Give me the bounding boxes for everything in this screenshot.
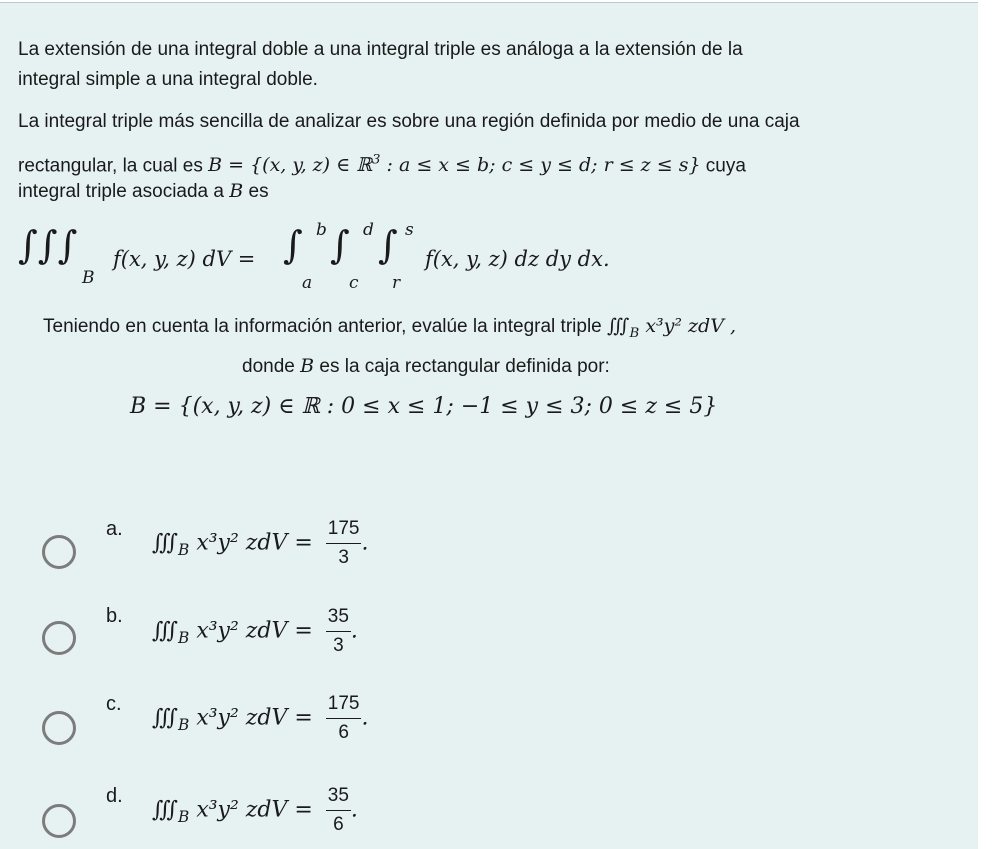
integral-sign-x: ∫ xyxy=(283,223,303,267)
fraction-numerator: 175 xyxy=(326,692,362,719)
box-definition-bounds: : a ≤ x ≤ b; c ≤ y ≤ d; r ≤ z ≤ s} xyxy=(380,154,701,177)
option-region: B xyxy=(178,540,190,559)
option-integral-sign: ∭ xyxy=(152,618,179,644)
option-integral-sign: ∭ xyxy=(152,705,179,731)
upper-limit-d: d xyxy=(363,220,374,240)
option-period: . xyxy=(350,618,358,644)
intro-line-2: integral simple a una integral doble. xyxy=(18,69,318,90)
triple-integral-signs: ∫∫∫ xyxy=(18,223,78,267)
formula-rhs: f(x, y, z) dz dy dx. xyxy=(425,247,610,271)
option-fraction xyxy=(326,784,351,837)
intro-line-1: La extensión de una integral doble a una integral triple es análoga a la extensión de la xyxy=(18,39,743,60)
question-line-2-text: donde xyxy=(242,356,301,377)
fraction-denominator: 6 xyxy=(333,814,344,835)
question-line-2-tail: es la caja rectangular definida por: xyxy=(314,356,610,377)
lower-limit-a: a xyxy=(302,273,313,293)
option-region: B xyxy=(178,807,190,826)
box-definition-set: B = {(x, y, z) ∈ ℝ xyxy=(208,154,373,177)
intro-line-5 xyxy=(18,180,269,203)
radio-option-c[interactable] xyxy=(42,711,76,745)
intro-line-4-text: rectangular, la cual es xyxy=(18,155,209,177)
intro-line-4 xyxy=(18,150,746,177)
option-integral-sign: ∭ xyxy=(152,530,179,556)
page-edge xyxy=(978,0,1001,848)
option-expression xyxy=(152,605,358,658)
option-period: . xyxy=(350,797,358,823)
formula-lhs: f(x, y, z) dV = xyxy=(113,247,256,271)
option-fraction xyxy=(326,605,351,658)
option-region: B xyxy=(178,628,190,647)
option-integrand: x³y² zdV = xyxy=(189,530,320,556)
question-line-2 xyxy=(242,355,610,378)
question-line-2-math: B xyxy=(300,355,315,377)
option-region: B xyxy=(178,715,190,734)
fraction-numerator: 35 xyxy=(326,784,351,811)
option-letter: d. xyxy=(106,785,123,807)
option-letter: c. xyxy=(106,693,122,715)
fraction-denominator: 3 xyxy=(333,635,344,656)
lower-limit-c: c xyxy=(349,273,359,293)
integral-sign-y: ∫ xyxy=(330,223,350,267)
lower-limit-r: r xyxy=(392,273,401,293)
option-period: . xyxy=(361,705,369,731)
question-integral-sign: ∭ xyxy=(607,315,630,337)
intro-line-4-tail: cuya xyxy=(700,155,746,177)
box-definition xyxy=(208,154,700,176)
intro-line-5-math: B xyxy=(229,180,244,202)
option-letter: a. xyxy=(106,518,123,540)
option-expression xyxy=(152,517,368,570)
upper-limit-s: s xyxy=(405,220,414,240)
question-line-1 xyxy=(43,315,736,345)
fraction-numerator: 35 xyxy=(326,605,351,632)
integral-sign-z: ∫ xyxy=(378,223,398,267)
option-integrand: x³y² zdV = xyxy=(189,705,320,731)
intro-line-5-text: integral triple asociada a xyxy=(18,181,230,202)
option-letter: b. xyxy=(106,605,123,627)
question-integral-region: B xyxy=(629,325,640,341)
option-expression xyxy=(152,692,368,745)
fraction-denominator: 6 xyxy=(338,722,349,743)
option-integrand: x³y² zdV = xyxy=(189,618,320,644)
intro-line-5-tail: es xyxy=(243,181,269,202)
intro-line-3: La integral triple más sencilla de analizar es sobre una región definida por medio de una caja xyxy=(18,111,800,132)
fraction-numerator: 175 xyxy=(326,517,362,544)
radio-option-a[interactable] xyxy=(42,535,76,569)
radio-option-b[interactable] xyxy=(42,621,76,655)
option-fraction xyxy=(326,517,362,570)
option-period: . xyxy=(361,530,369,556)
option-fraction xyxy=(326,692,362,745)
upper-limit-b: b xyxy=(316,220,327,240)
fraction-denominator: 3 xyxy=(338,547,349,568)
option-expression xyxy=(152,784,358,837)
question-text: Teniendo en cuenta la información anterior, evalúe la integral triple xyxy=(43,316,608,337)
question-integrand: x³y² zdV , xyxy=(639,315,737,337)
option-integral-sign: ∭ xyxy=(152,797,179,823)
box-region-definition: B = {(x, y, z) ∈ ℝ : 0 ≤ x ≤ 1; −1 ≤ y ≤ 3; 0 ≤ z ≤ 5} xyxy=(130,394,718,419)
region-subscript: B xyxy=(82,268,95,288)
radio-option-d[interactable] xyxy=(42,804,76,838)
box-definition-exponent: 3 xyxy=(372,153,381,168)
option-integrand: x³y² zdV = xyxy=(189,797,320,823)
